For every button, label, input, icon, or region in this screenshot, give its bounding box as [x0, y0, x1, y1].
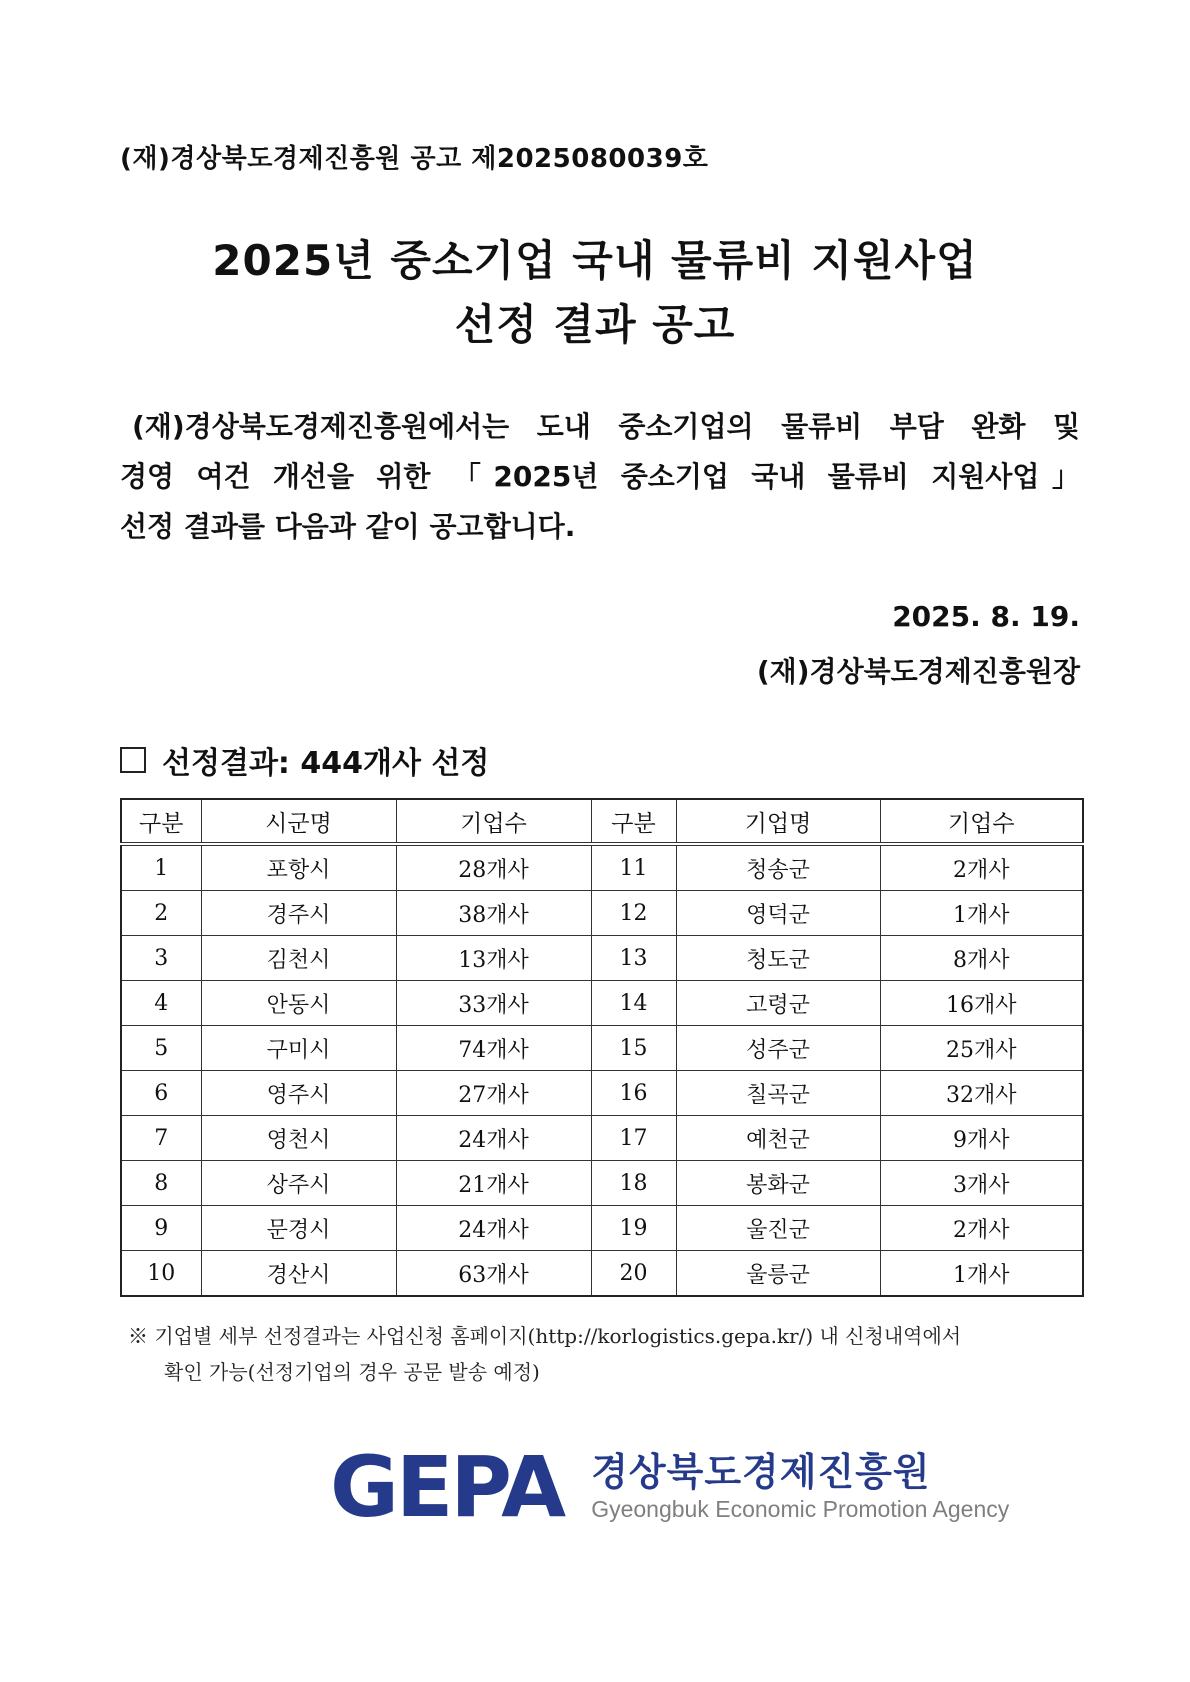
table-cell: 10 [121, 1251, 201, 1297]
table-row [121, 936, 1083, 981]
table-cell: 16개사 [880, 981, 1083, 1026]
table-cell: 김천시 [201, 936, 396, 981]
table-cell: 8개사 [880, 936, 1083, 981]
table-cell: 영천시 [201, 1116, 396, 1161]
table-cell: 21개사 [396, 1161, 591, 1206]
table-cell: 문경시 [201, 1206, 396, 1251]
table-cell: 3 [121, 936, 201, 981]
table-cell: 울릉군 [676, 1251, 880, 1297]
table-cell: 3개사 [880, 1161, 1083, 1206]
table-cell: 8 [121, 1161, 201, 1206]
table-cell: 13 [591, 936, 676, 981]
table-cell: 63개사 [396, 1251, 591, 1297]
table-cell: 25개사 [880, 1026, 1083, 1071]
table-cell: 영주시 [201, 1071, 396, 1116]
page-title-line-2: 선정 결과 공고 [454, 300, 736, 349]
header-cell: 시군명 [201, 799, 396, 844]
table-row [121, 981, 1083, 1026]
header-cell: 기업수 [880, 799, 1083, 844]
table-cell: 2개사 [880, 844, 1083, 891]
table-cell: 2개사 [880, 1206, 1083, 1251]
table-cell: 24개사 [396, 1116, 591, 1161]
logo-text [591, 1450, 1009, 1524]
gepa-logo [330, 1438, 1010, 1536]
table-cell: 16 [591, 1071, 676, 1116]
table-cell: 울진군 [676, 1206, 880, 1251]
table-cell: 33개사 [396, 981, 591, 1026]
table-cell: 고령군 [676, 981, 880, 1026]
table-row [121, 891, 1083, 936]
table-cell: 20 [591, 1251, 676, 1297]
table-cell: 성주군 [676, 1026, 880, 1071]
logo-name-english: Gyeongbuk Economic Promotion Agency [591, 1496, 1010, 1522]
table-cell: 4 [121, 981, 201, 1026]
table-cell: 5 [121, 1026, 201, 1071]
header-cell: 구분 [591, 799, 676, 844]
table-cell: 포항시 [201, 844, 396, 891]
table-cell: 7 [121, 1116, 201, 1161]
table-row [121, 1026, 1083, 1071]
body-paragraph-line-3: 선정 결과를 다음과 같이 공고합니다. [120, 510, 576, 543]
table-cell: 청도군 [676, 936, 880, 981]
table-cell: 19 [591, 1206, 676, 1251]
table-cell: 6 [121, 1071, 201, 1116]
table-cell: 27개사 [396, 1071, 591, 1116]
header-cell: 기업수 [396, 799, 591, 844]
body-paragraph-line-2: 경영 여건 개선을 위한 「2025년 중소기업 국내 물류비 지원사업」 [120, 460, 1080, 493]
table-cell: 32개사 [880, 1071, 1083, 1116]
table-row [121, 1071, 1083, 1116]
section-heading [120, 738, 489, 782]
logo-mark [330, 1438, 564, 1536]
page-title-line-1: 2025년 중소기업 국내 물류비 지원사업 [212, 236, 978, 285]
header-cell: 구분 [121, 799, 201, 844]
notice-number: (재)경상북도경제진흥원 공고 제2025080039호 [120, 144, 709, 174]
table-cell: 경산시 [201, 1251, 396, 1297]
table-row [121, 1206, 1083, 1251]
table-cell: 38개사 [396, 891, 591, 936]
logo-name-korean: 경상북도경제진흥원 [591, 1450, 931, 1494]
issuer-name: (재)경상북도경제진흥원장 [756, 655, 1080, 688]
table-cell: 14 [591, 981, 676, 1026]
body-paragraph-line-1: (재)경상북도경제진흥원에서는 도내 중소기업의 물류비 부담 완화 및 [132, 410, 1080, 443]
table-row [121, 1161, 1083, 1206]
footnote-line-2: 확인 가능(선정기업의 경우 공문 발송 예정) [164, 1360, 540, 1384]
results-table [120, 798, 1084, 1297]
footnote [128, 1318, 1088, 1390]
table-row [121, 844, 1083, 891]
section-title: 선정결과: 444개사 선정 [162, 746, 490, 781]
table-cell: 청송군 [676, 844, 880, 891]
table-cell: 1개사 [880, 891, 1083, 936]
table-cell: 영덕군 [676, 891, 880, 936]
table-cell: 구미시 [201, 1026, 396, 1071]
table-cell: 9 [121, 1206, 201, 1251]
announcement-date: 2025. 8. 19. [892, 600, 1080, 633]
footnote-line-1: ※ 기업별 세부 선정결과는 사업신청 홈페이지(http://korlogistics.gepa.kr/) 내 신청내역에서 [128, 1324, 962, 1348]
table-cell: 9개사 [880, 1116, 1083, 1161]
table-cell: 2 [121, 891, 201, 936]
table-cell: 24개사 [396, 1206, 591, 1251]
table-row [121, 1116, 1083, 1161]
table-cell: 봉화군 [676, 1161, 880, 1206]
header-cell: 기업명 [676, 799, 880, 844]
table-cell: 예천군 [676, 1116, 880, 1161]
table-header-row [121, 799, 1083, 844]
table-cell: 74개사 [396, 1026, 591, 1071]
table-cell: 경주시 [201, 891, 396, 936]
table-cell: 1 [121, 844, 201, 891]
table-cell: 13개사 [396, 936, 591, 981]
table-cell: 안동시 [201, 981, 396, 1026]
table-cell: 1개사 [880, 1251, 1083, 1297]
logo-mark-text: GEPA [330, 1438, 564, 1536]
table-cell: 17 [591, 1116, 676, 1161]
table-cell: 18 [591, 1161, 676, 1206]
table-row [121, 1251, 1083, 1297]
table-cell: 칠곡군 [676, 1071, 880, 1116]
checkbox-icon [120, 747, 146, 773]
table-cell: 12 [591, 891, 676, 936]
table-cell: 11 [591, 844, 676, 891]
table-cell: 상주시 [201, 1161, 396, 1206]
table-cell: 28개사 [396, 844, 591, 891]
table-cell: 15 [591, 1026, 676, 1071]
